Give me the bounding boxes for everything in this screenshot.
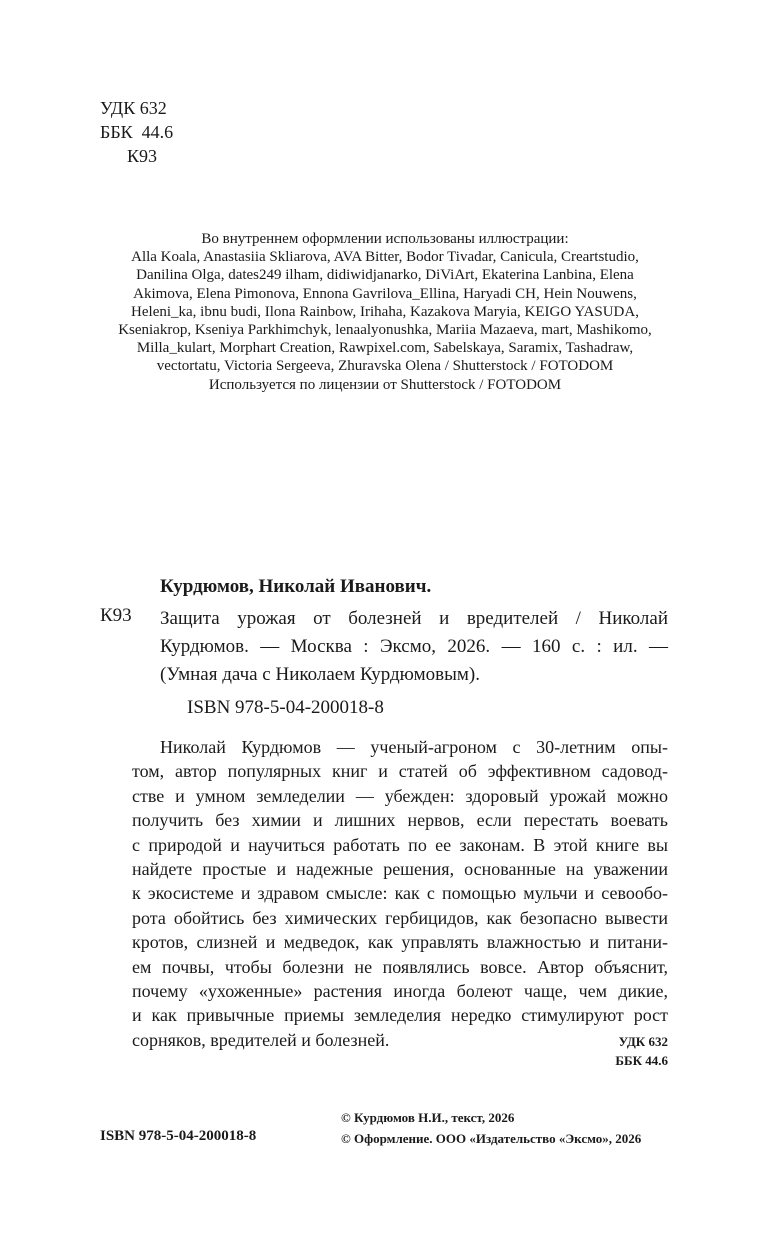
author-mark: К93	[100, 146, 158, 166]
abstract-line: сорняков, вредителей и болезней.	[132, 1029, 390, 1050]
credits-line: vectortatu, Victoria Sergeeva, Zhuravska Olena / Shutterstock / FOTODOM	[156, 358, 614, 375]
record-line: Защита урожая от болезней и вредителей / Николай	[160, 608, 668, 629]
abstract-line: получить без химии и лишних нервов, если перестать воевать	[132, 810, 668, 831]
record-code: К93	[100, 605, 132, 626]
udk-code: УДК 632	[618, 1034, 668, 1049]
classification-bottom	[615, 1032, 668, 1070]
record-line: Курдюмов. — Москва : Эксмо, 2026. — 160 с. : ил. —	[160, 636, 668, 657]
abstract-line: ем почвы, чтобы болезни не появлялись вовсе. Автор объяснит,	[132, 956, 668, 977]
abstract-line: стве и умном земледелии — убежден: здоровый урожай можно	[132, 785, 668, 806]
abstract-line: Николай Курдюмов — ученый-агроном с 30-летним опы-	[160, 737, 668, 757]
author-heading: Курдюмов, Николай Иванович.	[160, 576, 432, 597]
bbk-code: ББК 44.6	[100, 122, 174, 142]
bibliographic-record	[160, 605, 668, 689]
credits-line: Во внутреннем оформлении использованы иллюстрации:	[201, 231, 569, 247]
copyright-line: © Курдюмов Н.И., текст, 2026	[341, 1110, 515, 1125]
record-line: (Умная дача с Николаем Курдюмовым).	[160, 664, 480, 685]
credits-line: Heleni_ka, ibnu budi, Ilona Rainbow, Irihaha, Kazakova Maryia, KEIGO YASUDA,	[131, 303, 639, 320]
copyright-line: © Оформление. ООО «Издательство «Эксмо», 2026	[341, 1131, 642, 1146]
abstract-line: с природой и научиться работать по ее законам. В этой книге вы	[132, 834, 668, 855]
abstract	[132, 735, 668, 1052]
credits-line: Alla Koala, Anastasiia Skliarova, AVA Bitter, Bodor Tivadar, Canicula, Creartstudio,	[131, 249, 639, 266]
credits-line: Используется по лицензии от Shutterstock / FOTODOM	[208, 376, 562, 393]
credits-line: Danilina Olga, dates249 ilham, didiwidjanarko, DiViArt, Ekaterina Lanbina, Elena	[136, 267, 634, 284]
footer-isbn: ISBN 978-5-04-200018-8	[100, 1128, 257, 1144]
udk-code: УДК 632	[100, 98, 167, 118]
copyright-block	[341, 1107, 641, 1149]
abstract-line: к экосистеме и здравом смысле: как с помощью мульчи и севообо-	[132, 883, 668, 904]
credits-line: Milla_kulart, Morphart Creation, Rawpixel.com, Sabelskaya, Saramix, Tashadraw,	[136, 340, 634, 357]
abstract-line: том, автор популярных книг и статей об эффективном садовод-	[132, 761, 668, 782]
abstract-line: найдете простые и надежные решения, основанные на уважении	[132, 859, 668, 880]
credits-line: Akimova, Elena Pimonova, Ennona Gavrilova_Ellina, Haryadi CH, Hein Nouwens,	[133, 285, 637, 302]
record-isbn: ISBN 978-5-04-200018-8	[187, 697, 384, 718]
illustration-credits	[90, 230, 680, 394]
abstract-line: и как привычные приемы земледелия нередко стимулируют рост	[132, 1005, 668, 1026]
abstract-line: кротов, слизней и медведок, как управлять влажностью и питани-	[132, 932, 668, 953]
classification-top	[100, 96, 173, 168]
abstract-line: рота обойтись без химических гербицидов, как безопасно вывести	[132, 907, 668, 928]
abstract-line: почему «ухоженные» растения иногда болеют чаще, чем дикие,	[132, 981, 668, 1002]
bbk-code: ББК 44.6	[615, 1053, 668, 1068]
credits-line: Kseniakrop, Kseniya Parkhimchyk, lenaalyonushka, Mariia Mazaeva, mart, Mashikomo,	[118, 322, 652, 339]
